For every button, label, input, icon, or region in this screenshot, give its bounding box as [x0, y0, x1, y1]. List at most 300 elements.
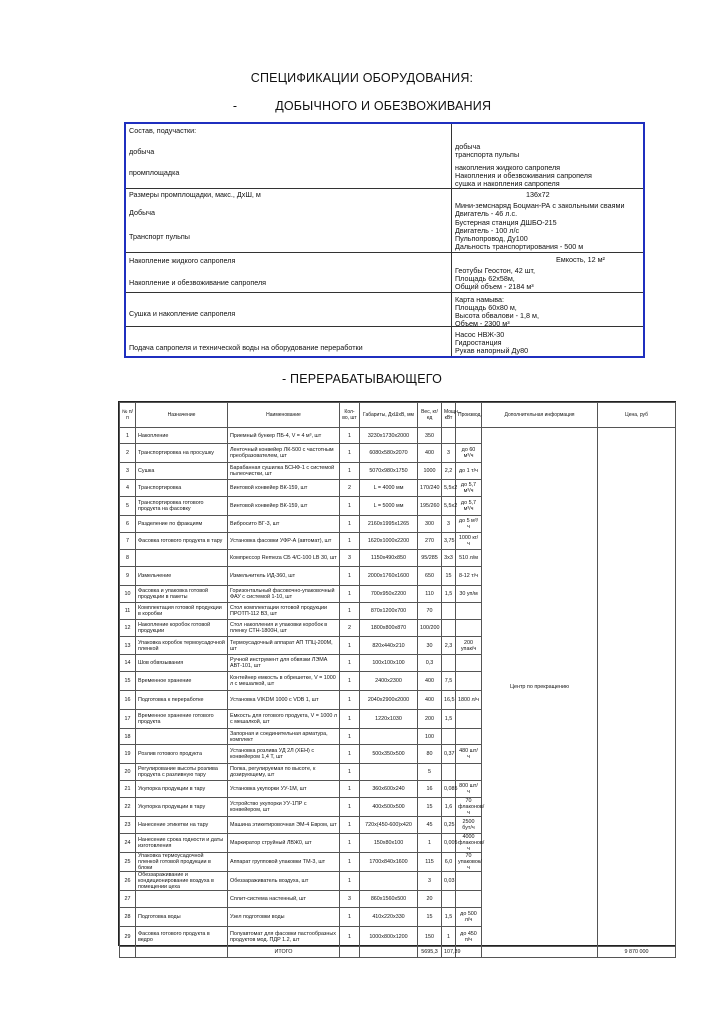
cell-name: Барабанная сушилка БСНФ-1 с системой пылеочистки, шт — [228, 463, 340, 480]
transport-item-1: Двигатель - 100 л/с — [455, 226, 520, 235]
liquid-label: Накопление жидкого сапропеля — [129, 256, 236, 265]
cell-qty: 1 — [340, 428, 360, 444]
cell-qty: 1 — [340, 872, 360, 891]
cell-no: 15 — [120, 672, 136, 691]
cell-purpose: Разделение по фракциям — [136, 516, 228, 533]
cell-dims: 100х100х100 — [360, 655, 418, 672]
total-weight: 5695,3 — [418, 947, 442, 958]
cell-purpose: Временное хранение — [136, 672, 228, 691]
cell-purpose: Транспортировка на просушку — [136, 444, 228, 463]
cell-prod: до 60 м³/ч — [456, 444, 482, 463]
cell-purpose: Транспортировка — [136, 480, 228, 497]
cell-power: 2,2 — [442, 463, 456, 480]
header-info: Дополнительная информация — [482, 403, 598, 428]
cell-dims: 700х950х2200 — [360, 586, 418, 603]
cell-power — [442, 891, 456, 908]
transport-item-2: Пульпопровод, Ду100 — [455, 234, 528, 243]
cell-no: 6 — [120, 516, 136, 533]
cell-power: 3 — [442, 444, 456, 463]
equipment-table — [118, 401, 676, 955]
mining2-label: Добыча — [129, 208, 155, 217]
cell-no: 8 — [120, 550, 136, 567]
slurry-transport: транспорта пульпы — [455, 150, 520, 159]
cell-qty: 1 — [340, 745, 360, 764]
cell-weight: 100 — [418, 729, 442, 745]
feed-item-2: Гидростанция — [455, 338, 502, 347]
cell-no: 14 — [120, 655, 136, 672]
cell-dims: L = 4000 мм — [360, 480, 418, 497]
cell-name: Измельчитель ИД-360, шт — [228, 567, 340, 586]
cell-prod: до 5,7 м³/ч — [456, 497, 482, 516]
cell-power — [442, 620, 456, 637]
cell-no: 2 — [120, 444, 136, 463]
cell-prod: 70 упаковок/ч — [456, 853, 482, 872]
dry-item-2: Площадь 60х80 м, — [455, 303, 517, 312]
cell-qty: 1 — [340, 516, 360, 533]
cell-purpose — [136, 729, 228, 745]
cell-no: 25 — [120, 853, 136, 872]
total-purpose — [136, 947, 228, 958]
total-info — [482, 947, 598, 958]
cell-name: Сплит-система настенный, шт — [228, 891, 340, 908]
cell-purpose: Транспортировка готового продукта на фасовку — [136, 497, 228, 516]
cell-dims: 5070х980х1750 — [360, 463, 418, 480]
cell-weight: 115 — [418, 853, 442, 872]
header-dims: Габариты, ДхШхВ, мм — [360, 403, 418, 428]
cell-prod: до 500 л/ч — [456, 908, 482, 927]
cell-dims: 1700х840х1600 — [360, 853, 418, 872]
spec-row-composition — [126, 124, 643, 188]
cell-weight: 300 — [418, 516, 442, 533]
cell-purpose: Фасовка и упаковка готовой продукции в пакеты — [136, 586, 228, 603]
spec-row-storage — [126, 252, 643, 293]
cell-dims: 1150х490х850 — [360, 550, 418, 567]
cell-purpose: Нанесение этикетки на тару — [136, 817, 228, 834]
spec-row-divider — [126, 326, 643, 327]
cell-power: 1 — [442, 927, 456, 947]
cell-power: 1,6 — [442, 798, 456, 817]
cell-prod — [456, 428, 482, 444]
cell-purpose: Накопление коробок готовой продукции — [136, 620, 228, 637]
cell-purpose: Комплектация готовой продукции в коробки — [136, 603, 228, 620]
cell-no: 3 — [120, 463, 136, 480]
cell-power — [442, 764, 456, 781]
cell-name: Емкость для готового продукта, V = 1000 л с мешалкой, шт — [228, 710, 340, 729]
cell-no: 12 — [120, 620, 136, 637]
cell-power: 5,5х2 — [442, 480, 456, 497]
cell-qty: 1 — [340, 710, 360, 729]
cell-purpose: Розлив готового продукта — [136, 745, 228, 764]
cell-power: 0,005 — [442, 834, 456, 853]
subtitle-processing: - ПЕРЕРАБАТЫВАЮЩЕГО — [282, 372, 442, 386]
table-row — [120, 428, 676, 444]
header-power: Мощн., кВт — [442, 403, 456, 428]
feed-item-1: Насос НВЖ-30 — [455, 330, 505, 339]
cell-qty: 2 — [340, 480, 360, 497]
cell-prod: 2500 бут/ч — [456, 817, 482, 834]
cell-weight: 5 — [418, 764, 442, 781]
header-prod: Производ. — [456, 403, 482, 428]
cell-weight: 400 — [418, 691, 442, 710]
cell-dims: 150х80х100 — [360, 834, 418, 853]
cell-name: Винтовой конвейер ВК-159, шт — [228, 480, 340, 497]
cell-dims: 6080х580х2070 — [360, 444, 418, 463]
liquid-value: Емкость, 12 м² — [556, 255, 605, 264]
cell-weight: 650 — [418, 567, 442, 586]
cell-power: 3 — [442, 516, 456, 533]
cell-purpose: Фасовка готового продукта в тару — [136, 533, 228, 550]
site-label: промплощадка — [129, 168, 180, 177]
cell-no: 20 — [120, 764, 136, 781]
mining-item-1: Мини-земснаряд Боцман-РА с закольными сваями — [455, 201, 625, 210]
spec-box — [124, 122, 645, 358]
cell-no: 29 — [120, 927, 136, 947]
cell-name: Стол накопления и упаковки коробок в пленку СТН-1800Н, шт — [228, 620, 340, 637]
cell-weight: 0,3 — [418, 655, 442, 672]
cell-no: 16 — [120, 691, 136, 710]
cell-purpose: Шов обвязывания — [136, 655, 228, 672]
cell-name: Установка фасовки УФР-А (автомат), шт — [228, 533, 340, 550]
cell-dims: 1220х1030 — [360, 710, 418, 729]
cell-prod: 510 л/м — [456, 550, 482, 567]
cell-dims: 720х(450-600)х420 — [360, 817, 418, 834]
cell-prod: 200 упак/ч — [456, 637, 482, 655]
cell-power: 2,3 — [442, 637, 456, 655]
total-label: ИТОГО — [228, 947, 340, 958]
cell-dims: 820х440х210 — [360, 637, 418, 655]
cell-name: Обеззараживатель воздуха, шт — [228, 872, 340, 891]
cell-name: Стол комплектации готовой продукции ПРОТП-112 ВЗ, шт — [228, 603, 340, 620]
cell-qty: 1 — [340, 603, 360, 620]
cell-no: 27 — [120, 891, 136, 908]
cell-power — [442, 729, 456, 745]
cell-purpose: Сушка — [136, 463, 228, 480]
cell-dims: 410х220х330 — [360, 908, 418, 927]
cell-weight: 20 — [418, 891, 442, 908]
cell-qty: 2 — [340, 620, 360, 637]
cell-weight: 100/200 — [418, 620, 442, 637]
mining-item-3: Бустерная станция ДШБО-215 — [455, 218, 557, 227]
cell-qty: 1 — [340, 927, 360, 947]
cell-purpose: Подготовка воды — [136, 908, 228, 927]
cell-dims: 360х600х240 — [360, 781, 418, 798]
cell-prod — [456, 710, 482, 729]
transport-item-3: Дальность транспортирования - 500 м — [455, 242, 584, 251]
cell-power: 1,5 — [442, 586, 456, 603]
total-power: 107,39 — [442, 947, 456, 958]
cell-name: Установка VIKDM 1000 с VDB 1, шт — [228, 691, 340, 710]
cell-purpose: Упаковка коробок термоусадочной пленкой — [136, 637, 228, 655]
cell-purpose: Измельчение — [136, 567, 228, 586]
cell-dims: 2400х2300 — [360, 672, 418, 691]
cell-no: 22 — [120, 798, 136, 817]
cell-qty: 1 — [340, 908, 360, 927]
dry-item-4: Объем - 2300 м³ — [455, 319, 510, 328]
cell-purpose: Укупорка продукции в тару — [136, 798, 228, 817]
total-no — [120, 947, 136, 958]
cell-power: 0,25 — [442, 817, 456, 834]
cell-name: Горизонтальный фасовочно-упаковочный ФАУ с системой 1-10, шт — [228, 586, 340, 603]
cell-power: 0,37 — [442, 745, 456, 764]
cell-qty: 1 — [340, 533, 360, 550]
cell-power — [442, 603, 456, 620]
site-item-1: накопления жидкого сапропеля — [455, 163, 561, 172]
cell-no: 18 — [120, 729, 136, 745]
cell-prod: 480 шт/ч — [456, 745, 482, 764]
cell-name: Винтовой конвейер ВК-159, шт — [228, 497, 340, 516]
cell-qty: 1 — [340, 444, 360, 463]
cell-qty: 1 — [340, 798, 360, 817]
cell-name: Приемный бункер ПБ-4, V = 4 м³, шт — [228, 428, 340, 444]
cell-dims — [360, 729, 418, 745]
feed-label: Подача сапропеля и технической воды на оборудование переработки — [129, 343, 363, 352]
cell-qty: 1 — [340, 691, 360, 710]
cell-name: Ручной инструмент для обвязки ЛЭМА АВТ-101, шт — [228, 655, 340, 672]
cell-name: Установка розлива УД 2Л (ХЕН) с конвейером 1,4 Т, шт — [228, 745, 340, 764]
subtitle-mining — [0, 99, 724, 113]
cell-no: 4 — [120, 480, 136, 497]
cell-qty: 1 — [340, 463, 360, 480]
cell-name: Машина этикетировочная ЭМ-4 Евром, шт — [228, 817, 340, 834]
cell-name: Полуавтомат для фасовки пастообразных продуктов мод. ПДР 1.2, шт — [228, 927, 340, 947]
cell-prod: до 5,7 м³/ч — [456, 480, 482, 497]
cell-name: Узел подготовки воды — [228, 908, 340, 927]
dewater-item-1: Геотубы Геостон, 42 шт, — [455, 266, 535, 275]
cell-weight: 45 — [418, 817, 442, 834]
dry-item-3: Высота обвалови - 1,8 м, — [455, 311, 539, 320]
transport-label: Транспорт пульпы — [129, 232, 190, 241]
dewater-item-2: Площадь 62х58м, — [455, 274, 515, 283]
cell-power: 3х3 — [442, 550, 456, 567]
cell-weight: 1 — [418, 834, 442, 853]
cell-power: 0,03 — [442, 872, 456, 891]
cell-purpose: Нанесение срока годности и даты изготовления — [136, 834, 228, 853]
dims-label: Размеры промплощадки, макс., ДхШ, м — [129, 190, 261, 199]
cell-name: Контейнер емкость в обрешетке, V = 1000 л с мешалкой, шт — [228, 672, 340, 691]
cell-weight: 350 — [418, 428, 442, 444]
total-row — [120, 947, 676, 958]
cell-qty: 1 — [340, 764, 360, 781]
cell-prod — [456, 672, 482, 691]
header-price: Цена, руб — [598, 403, 676, 428]
cell-name: Компрессор Remeza СБ 4/С-100 LB 30, шт — [228, 550, 340, 567]
cell-no: 23 — [120, 817, 136, 834]
cell-purpose — [136, 891, 228, 908]
cell-prod — [456, 603, 482, 620]
cell-weight: 30 — [418, 637, 442, 655]
cell-power: 16,5 — [442, 691, 456, 710]
total-dims — [360, 947, 418, 958]
cell-name: Устройство укупорки УУ-1ПР с конвейером, шт — [228, 798, 340, 817]
cell-prod: 800 шт/ч — [456, 781, 482, 798]
dewater-item-3: Общий объем - 2184 м³ — [455, 282, 534, 291]
cell-no: 28 — [120, 908, 136, 927]
cell-weight: 195/260 — [418, 497, 442, 516]
dry-label: Сушка и накопление сапропеля — [129, 309, 236, 318]
cell-purpose: Укупорка продукции в тару — [136, 781, 228, 798]
dry-item-1: Карта намыва: — [455, 295, 505, 304]
mining-item-2: Двигатель - 46 л.с. — [455, 209, 518, 218]
cell-prod: 4000 флаконов/ч — [456, 834, 482, 853]
cell-power — [442, 655, 456, 672]
cell-prod: до 5 м³/ч — [456, 516, 482, 533]
cell-qty: 1 — [340, 655, 360, 672]
cell-prod — [456, 872, 482, 891]
cell-prod — [456, 729, 482, 745]
cell-dims: 870х1200х700 — [360, 603, 418, 620]
cell-qty: 1 — [340, 781, 360, 798]
cell-qty: 1 — [340, 853, 360, 872]
cell-dims: 1620х1000х2200 — [360, 533, 418, 550]
cell-prod: 70 флаконов/ч — [456, 798, 482, 817]
cell-weight: 70 — [418, 603, 442, 620]
feed-item-3: Рукав напорный Ду80 — [455, 346, 529, 355]
dewater-label: Накопление и обезвоживание сапропеля — [129, 278, 267, 287]
cell-purpose: Обеззараживание и кондиционирование воздуха в помещении цеха — [136, 872, 228, 891]
cell-prod: до 450 п/ч — [456, 927, 482, 947]
mining-right: добыча — [455, 142, 481, 151]
cell-power: 3,75 — [442, 533, 456, 550]
cell-dims: 1800х800х870 — [360, 620, 418, 637]
cell-no: 11 — [120, 603, 136, 620]
cell-weight: 15 — [418, 798, 442, 817]
cell-name: Полка, регулируемая по высоте, к дозирующему, шт — [228, 764, 340, 781]
cell-purpose: Фасовка готового продукта в ведро — [136, 927, 228, 947]
cell-purpose: Накопление — [136, 428, 228, 444]
cell-prod — [456, 655, 482, 672]
cell-name: Установка укупорки УУ-1М, шт — [228, 781, 340, 798]
header-purpose: Назначение — [136, 403, 228, 428]
cell-prod: до 1 т/ч — [456, 463, 482, 480]
cell-purpose: Подготовка к переработке — [136, 691, 228, 710]
cell-dims: 400х500х500 — [360, 798, 418, 817]
cell-weight: 3 — [418, 872, 442, 891]
cell-prod: 30 уп/м — [456, 586, 482, 603]
cell-qty: 1 — [340, 672, 360, 691]
cell-qty: 1 — [340, 567, 360, 586]
spec-title: СПЕЦИФИКАЦИИ ОБОРУДОВАНИЯ: — [250, 71, 474, 85]
cell-purpose — [136, 550, 228, 567]
cell-power — [442, 428, 456, 444]
cell-no: 5 — [120, 497, 136, 516]
site-item-2: Накопления и обезвоживания сапропеля — [455, 171, 592, 180]
cell-power: 5,5х2 — [442, 497, 456, 516]
cell-purpose: Упаковка термоусадочной пленкой готовой продукции в блоки — [136, 853, 228, 872]
cell-no: 17 — [120, 710, 136, 729]
cell-qty: 1 — [340, 497, 360, 516]
cell-weight: 170/240 — [418, 480, 442, 497]
cell-weight: 400 — [418, 672, 442, 691]
header-no: № п/п — [120, 403, 136, 428]
cell-purpose: Регулирование высоты розлива продукта с разливную тару — [136, 764, 228, 781]
cell-prod: 8-12 т/ч — [456, 567, 482, 586]
header-qty: Кол-во, шт — [340, 403, 360, 428]
cell-weight: 200 — [418, 710, 442, 729]
cell-qty: 1 — [340, 834, 360, 853]
mining-label: добыча — [129, 147, 155, 156]
spec-row-dims — [126, 188, 643, 253]
cell-no: 10 — [120, 586, 136, 603]
cell-prod — [456, 620, 482, 637]
total-price: 9 870 000 — [598, 947, 676, 958]
cell-no: 21 — [120, 781, 136, 798]
cell-power: 6,0 — [442, 853, 456, 872]
total-qty — [340, 947, 360, 958]
cell-weight: 270 — [418, 533, 442, 550]
cell-weight: 80 — [418, 745, 442, 764]
cell-qty: 3 — [340, 550, 360, 567]
cell-dims: L = 5000 мм — [360, 497, 418, 516]
cell-dims: 860х1560х500 — [360, 891, 418, 908]
cell-additional-info: Центр по прекращению — [482, 428, 598, 947]
header-weight: Вес, кг/ед — [418, 403, 442, 428]
cell-name: Вибросито ВГ-3, шт — [228, 516, 340, 533]
cell-dims: 500х350х500 — [360, 745, 418, 764]
cell-power: 1,5 — [442, 710, 456, 729]
cell-dims — [360, 872, 418, 891]
cell-weight: 15 — [418, 908, 442, 927]
cell-prod — [456, 891, 482, 908]
cell-weight: 16 — [418, 781, 442, 798]
cell-no: 13 — [120, 637, 136, 655]
header-name: Наименование — [228, 403, 340, 428]
cell-dims: 2000х1760х1600 — [360, 567, 418, 586]
cell-name: Аппарат групповой упаковки ТМ-3, шт — [228, 853, 340, 872]
cell-purpose: Временное хранение готового продукта — [136, 710, 228, 729]
cell-dims: 3230х1730х2000 — [360, 428, 418, 444]
site-item-3: сушка и накопления сапропеля — [455, 179, 560, 188]
cell-prod — [456, 764, 482, 781]
cell-name: Термоусадочный аппарат АП ТПЦ-200М, шт — [228, 637, 340, 655]
cell-qty: 1 — [340, 729, 360, 745]
cell-weight: 110 — [418, 586, 442, 603]
cell-qty: 3 — [340, 891, 360, 908]
cell-no: 9 — [120, 567, 136, 586]
cell-weight: 95/285 — [418, 550, 442, 567]
subtitle-dash: - — [232, 99, 238, 113]
cell-dims — [360, 764, 418, 781]
cell-dims: 2160х1995х1265 — [360, 516, 418, 533]
cell-name: Запорная и соединительная арматура, комплект — [228, 729, 340, 745]
cell-weight: 400 — [418, 444, 442, 463]
cell-no: 19 — [120, 745, 136, 764]
cell-weight: 150 — [418, 927, 442, 947]
cell-no: 26 — [120, 872, 136, 891]
cell-price — [598, 428, 676, 947]
cell-weight: 1000 — [418, 463, 442, 480]
cell-qty: 1 — [340, 637, 360, 655]
cell-dims: 2040х2900х2000 — [360, 691, 418, 710]
cell-prod: 1800 л/ч — [456, 691, 482, 710]
cell-dims: 1000х800х1200 — [360, 927, 418, 947]
cell-power: 7,5 — [442, 672, 456, 691]
cell-no: 7 — [120, 533, 136, 550]
cell-power: 1,5 — [442, 908, 456, 927]
cell-no: 1 — [120, 428, 136, 444]
dims-value: 136х72 — [526, 190, 550, 199]
cell-prod: 1000 кг/ч — [456, 533, 482, 550]
cell-power: 0,085 — [442, 781, 456, 798]
cell-qty: 1 — [340, 586, 360, 603]
table-header-row — [120, 403, 676, 428]
cell-name: Маркиратор струйный ЛВЖ0, шт — [228, 834, 340, 853]
cell-qty: 1 — [340, 817, 360, 834]
subtitle-mining-text: ДОБЫЧНОГО И ОБЕЗВОЖИВАНИЯ — [275, 99, 492, 113]
cell-no: 24 — [120, 834, 136, 853]
composition-label: Состав, подучастки: — [129, 126, 197, 135]
cell-name: Ленточный конвейер ЛК-500 с частотным преобразователем, шт — [228, 444, 340, 463]
cell-power: 15 — [442, 567, 456, 586]
